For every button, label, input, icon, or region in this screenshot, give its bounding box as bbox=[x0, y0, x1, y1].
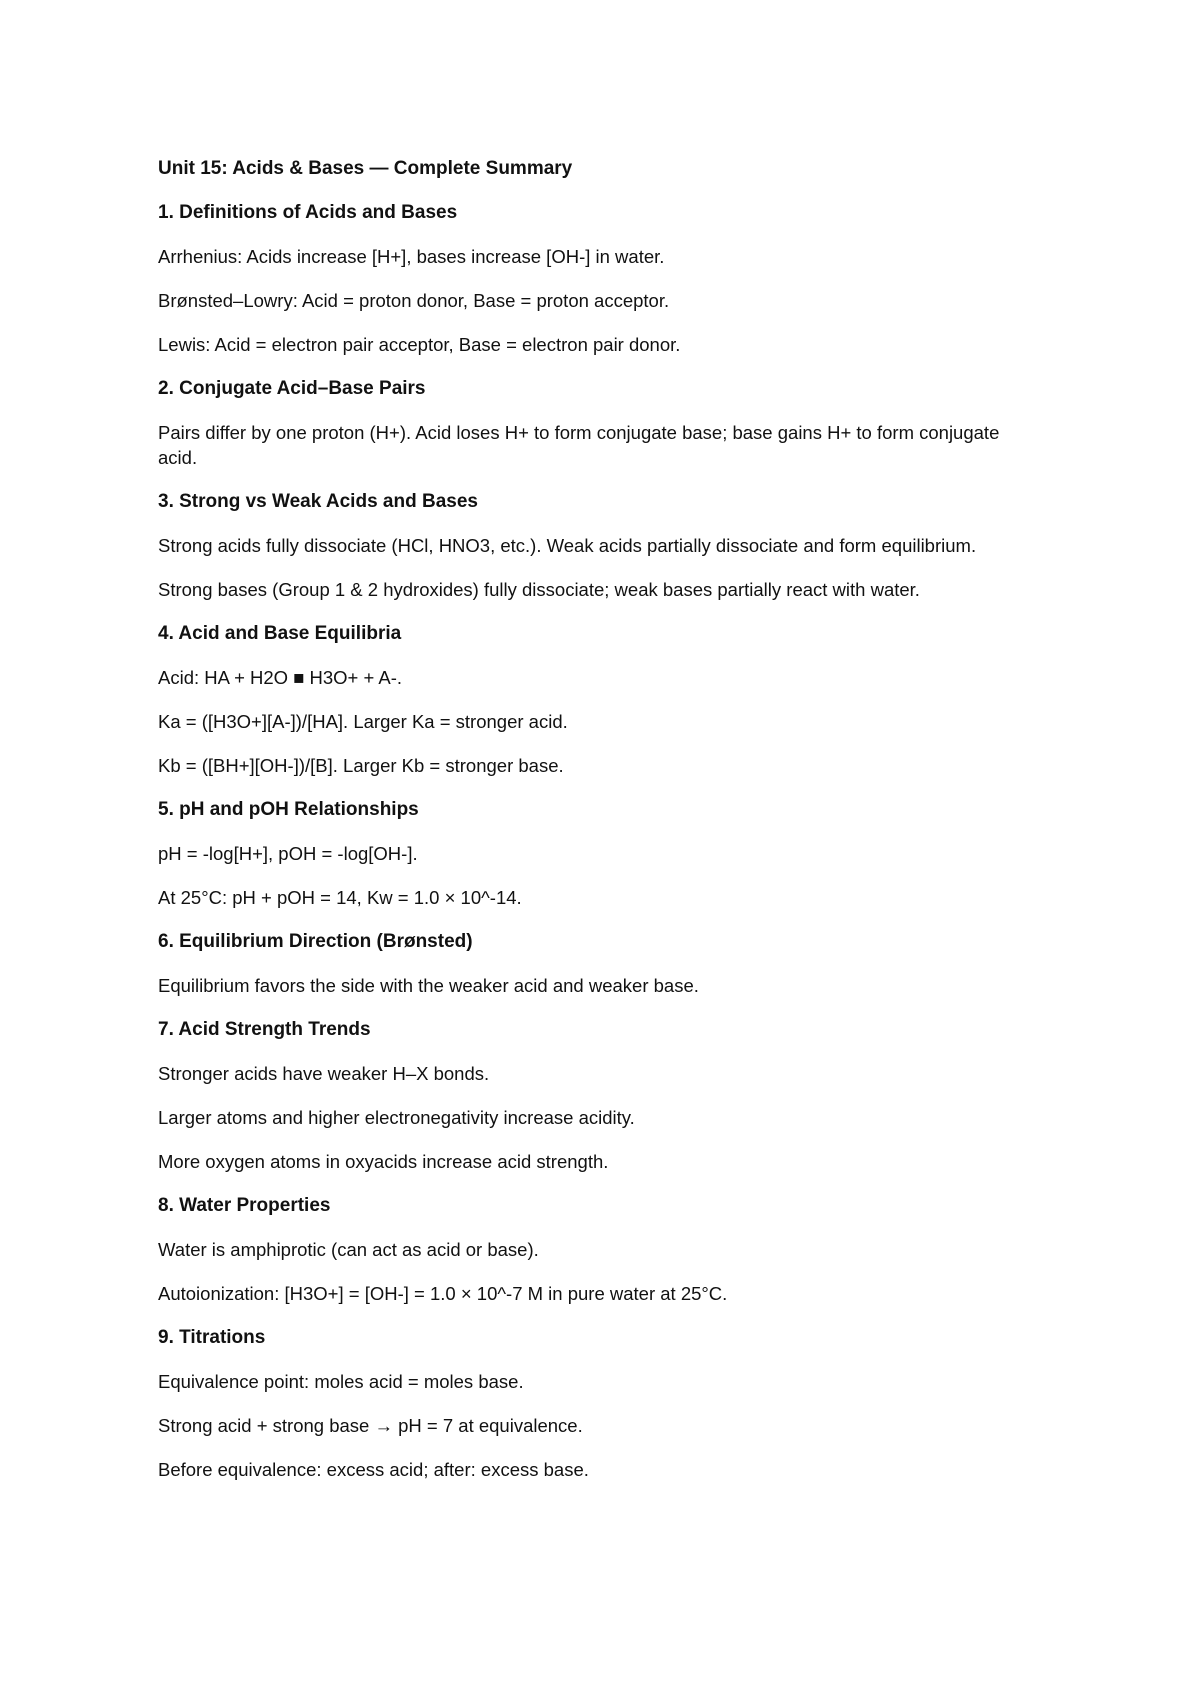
section-heading: 9. Titrations bbox=[158, 1327, 266, 1348]
document-page bbox=[158, 156, 1038, 1482]
paragraph: Before equivalence: excess acid; after: excess base. bbox=[158, 1459, 589, 1480]
paragraph: pH = -log[H+], pOH = -log[OH-]. bbox=[158, 843, 418, 864]
paragraph: Strong bases (Group 1 & 2 hydroxides) fully dissociate; weak bases partially react with water. bbox=[158, 579, 920, 600]
paragraph: Larger atoms and higher electronegativity increase acidity. bbox=[158, 1107, 635, 1128]
section-equilibria bbox=[158, 621, 1038, 778]
section-heading: 7. Acid Strength Trends bbox=[158, 1019, 371, 1040]
paragraph: Brønsted–Lowry: Acid = proton donor, Base = proton acceptor. bbox=[158, 290, 670, 311]
section-heading: 3. Strong vs Weak Acids and Bases bbox=[158, 491, 478, 512]
paragraph: More oxygen atoms in oxyacids increase acid strength. bbox=[158, 1151, 609, 1172]
section-heading: 6. Equilibrium Direction (Brønsted) bbox=[158, 931, 473, 952]
section-ph-poh bbox=[158, 797, 1038, 910]
paragraph: Kb = ([BH+][OH-])/[B]. Larger Kb = stronger base. bbox=[158, 755, 564, 776]
section-conjugate-pairs bbox=[158, 376, 1038, 470]
section-equilibrium-direction bbox=[158, 929, 1038, 998]
section-definitions bbox=[158, 200, 1038, 357]
paragraph: Equilibrium favors the side with the weaker acid and weaker base. bbox=[158, 975, 699, 996]
paragraph: Strong acid + strong base → pH = 7 at equivalence. bbox=[158, 1415, 583, 1436]
document-title: Unit 15: Acids & Bases — Complete Summary bbox=[158, 158, 573, 179]
paragraph: Water is amphiprotic (can act as acid or base). bbox=[158, 1239, 539, 1260]
section-strong-vs-weak bbox=[158, 489, 1038, 602]
section-heading: 5. pH and pOH Relationships bbox=[158, 799, 419, 820]
section-acid-strength-trends bbox=[158, 1017, 1038, 1174]
section-heading: 8. Water Properties bbox=[158, 1195, 331, 1216]
section-titrations bbox=[158, 1325, 1038, 1482]
paragraph: Pairs differ by one proton (H+). Acid loses H+ to form conjugate base; base gains H+ to form conjugate acid. bbox=[158, 422, 1000, 468]
paragraph: Equivalence point: moles acid = moles base. bbox=[158, 1371, 524, 1392]
section-heading: 1. Definitions of Acids and Bases bbox=[158, 202, 458, 223]
section-heading: 4. Acid and Base Equilibria bbox=[158, 623, 402, 644]
paragraph: Lewis: Acid = electron pair acceptor, Base = electron pair donor. bbox=[158, 334, 681, 355]
paragraph: Autoionization: [H3O+] = [OH-] = 1.0 × 10^-7 M in pure water at 25°C. bbox=[158, 1283, 728, 1304]
paragraph: Acid: HA + H2O ■ H3O+ + A-. bbox=[158, 667, 403, 688]
paragraph: Ka = ([H3O+][A-])/[HA]. Larger Ka = stronger acid. bbox=[158, 711, 568, 732]
paragraph: Strong acids fully dissociate (HCl, HNO3, etc.). Weak acids partially dissociate and form equilibrium. bbox=[158, 535, 977, 556]
section-water-properties bbox=[158, 1193, 1038, 1306]
section-heading: 2. Conjugate Acid–Base Pairs bbox=[158, 378, 426, 399]
paragraph: At 25°C: pH + pOH = 14, Kw = 1.0 × 10^-14. bbox=[158, 887, 522, 908]
paragraph: Arrhenius: Acids increase [H+], bases increase [OH-] in water. bbox=[158, 246, 665, 267]
paragraph: Stronger acids have weaker H–X bonds. bbox=[158, 1063, 490, 1084]
